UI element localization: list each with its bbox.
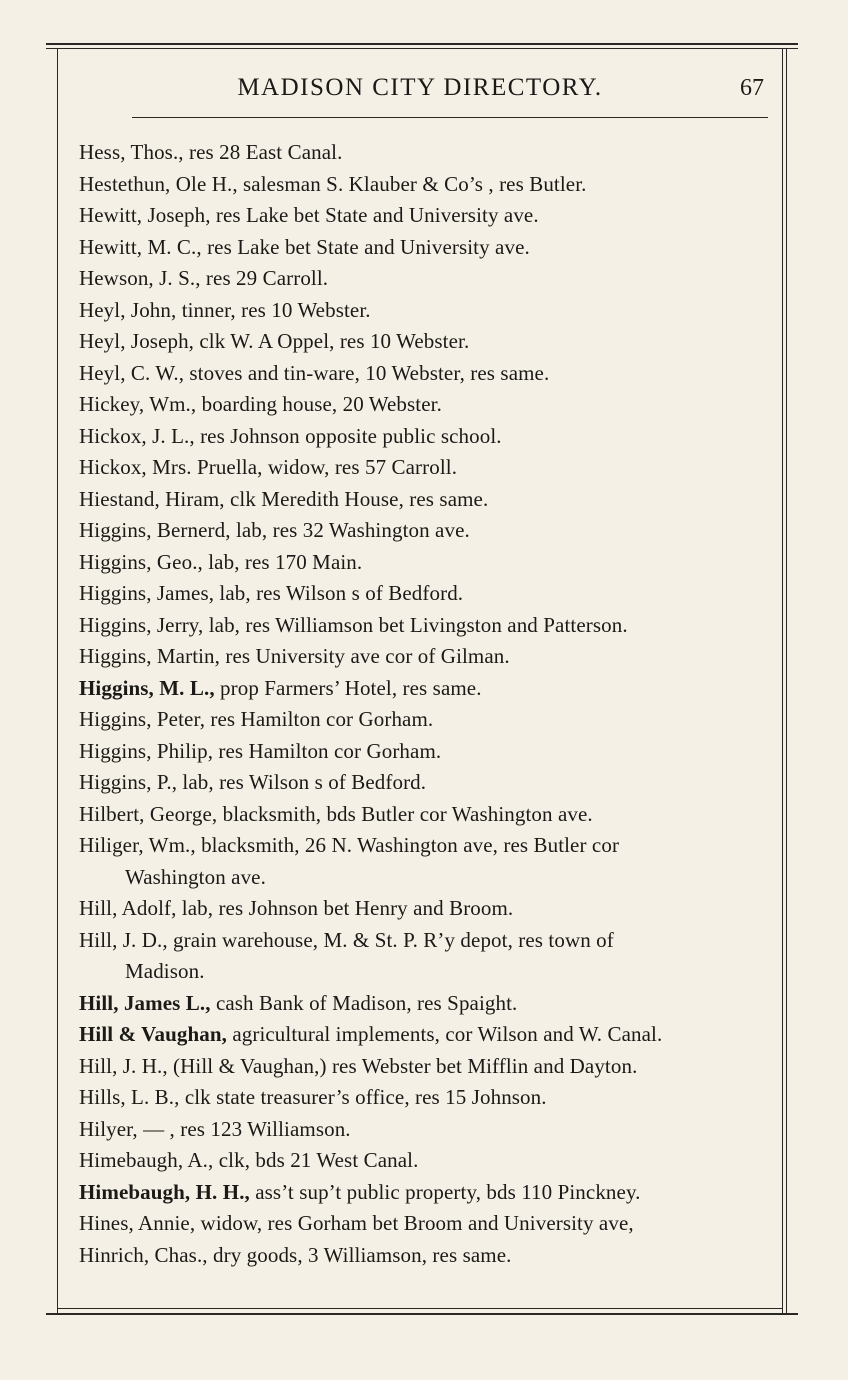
directory-entry: Hiestand, Hiram, clk Meredith House, res same. (79, 486, 489, 511)
directory-entry: Hewitt, M. C., res Lake bet State and University ave. (79, 234, 530, 259)
left-frame-line (57, 49, 58, 1313)
directory-entry: Hickey, Wm., boarding house, 20 Webster. (79, 392, 442, 416)
directory-entry: Hilbert, George, blacksmith, bds Butler cor Washington ave. (79, 801, 593, 826)
directory-entry: Hills, L. B., clk state treasurer’s office, res 15 Johnson. (79, 1085, 547, 1109)
page-header (58, 70, 768, 106)
directory-entry: Heyl, John, tinner, res 10 Webster. (79, 297, 371, 322)
right-frame-line-outer (786, 49, 787, 1313)
directory-entry: Heyl, C. W., stoves and tin-ware, 10 Webster, res same. (79, 360, 550, 385)
right-frame-line (782, 49, 783, 1313)
directory-entry: Hess, Thos., res 28 East Canal. (79, 140, 343, 164)
directory-entry: Hill, J. D., grain warehouse, M. & St. P. R’y depot, res town of (79, 927, 614, 952)
directory-entry: Higgins, Martin, res University ave cor of Gilman. (79, 644, 510, 668)
directory-entry: Hill, J. H., (Hill & Vaughan,) res Webster bet Mifflin and Dayton. (79, 1053, 638, 1078)
bottom-border-thin (58, 1308, 782, 1309)
directory-entry-featured: Hill & Vaughan, agricultural implements, cor Wilson and W. Canal. (79, 1022, 663, 1046)
page-number: 67 (740, 75, 764, 101)
entry-name-bold: Higgins, M. L., (79, 675, 215, 700)
entry-name-bold: Himebaugh, H. H., (79, 1179, 250, 1204)
directory-entry-featured: Higgins, M. L., prop Farmers’ Hotel, res same. (79, 675, 482, 700)
directory-entry: Higgins, Bernerd, lab, res 32 Washington ave. (79, 518, 470, 542)
directory-entry: Hestethun, Ole H., salesman S. Klauber & Co’s , res Butler. (79, 171, 587, 196)
directory-entry-continuation: Washington ave. (125, 864, 266, 889)
entry-name-bold: Hill, James L., (79, 990, 211, 1015)
page-title: MADISON CITY DIRECTORY. (237, 74, 603, 101)
top-border-thick (46, 43, 798, 45)
directory-entry: Hiliger, Wm., blacksmith, 26 N. Washington ave, res Butler cor (79, 833, 620, 857)
directory-entry: Higgins, Peter, res Hamilton cor Gorham. (79, 707, 434, 731)
directory-entry-featured: Himebaugh, H. H., ass’t sup’t public property, bds 110 Pinckney. (79, 1179, 641, 1204)
directory-entry: Hickox, J. L., res Johnson opposite public school. (79, 423, 502, 448)
directory-entry: Hewson, J. S., res 29 Carroll. (79, 266, 329, 290)
directory-entry: Higgins, Jerry, lab, res Williamson bet Livingston and Patterson. (79, 612, 628, 637)
directory-entry: Hilyer, — , res 123 Williamson. (79, 1116, 351, 1141)
directory-entry-continuation: Madison. (125, 959, 205, 983)
entry-name-bold: Hill & Vaughan, (79, 1022, 227, 1046)
top-border-thin (46, 48, 798, 49)
bottom-border-thick (46, 1313, 798, 1315)
directory-entry: Hinrich, Chas., dry goods, 3 Williamson, res same. (79, 1242, 512, 1267)
directory-entry: Hill, Adolf, lab, res Johnson bet Henry and Broom. (79, 896, 514, 920)
directory-entry: Heyl, Joseph, clk W. A Oppel, res 10 Webster. (79, 329, 470, 353)
directory-entry: Hewitt, Joseph, res Lake bet State and University ave. (79, 203, 539, 227)
directory-entry: Himebaugh, A., clk, bds 21 West Canal. (79, 1148, 419, 1172)
directory-entry: Higgins, P., lab, res Wilson s of Bedford. (79, 770, 427, 794)
directory-entry: Higgins, Geo., lab, res 170 Main. (79, 549, 363, 574)
directory-entry-featured: Hill, James L., cash Bank of Madison, res Spaight. (79, 990, 518, 1015)
directory-entry: Higgins, James, lab, res Wilson s of Bedford. (79, 581, 464, 605)
directory-entry: Higgins, Philip, res Hamilton cor Gorham. (79, 738, 442, 763)
directory-entry: Hines, Annie, widow, res Gorham bet Broom and University ave, (79, 1211, 634, 1235)
directory-entry: Hickox, Mrs. Pruella, widow, res 57 Carroll. (79, 455, 458, 479)
header-underline (132, 117, 768, 118)
directory-entries (79, 137, 769, 1271)
